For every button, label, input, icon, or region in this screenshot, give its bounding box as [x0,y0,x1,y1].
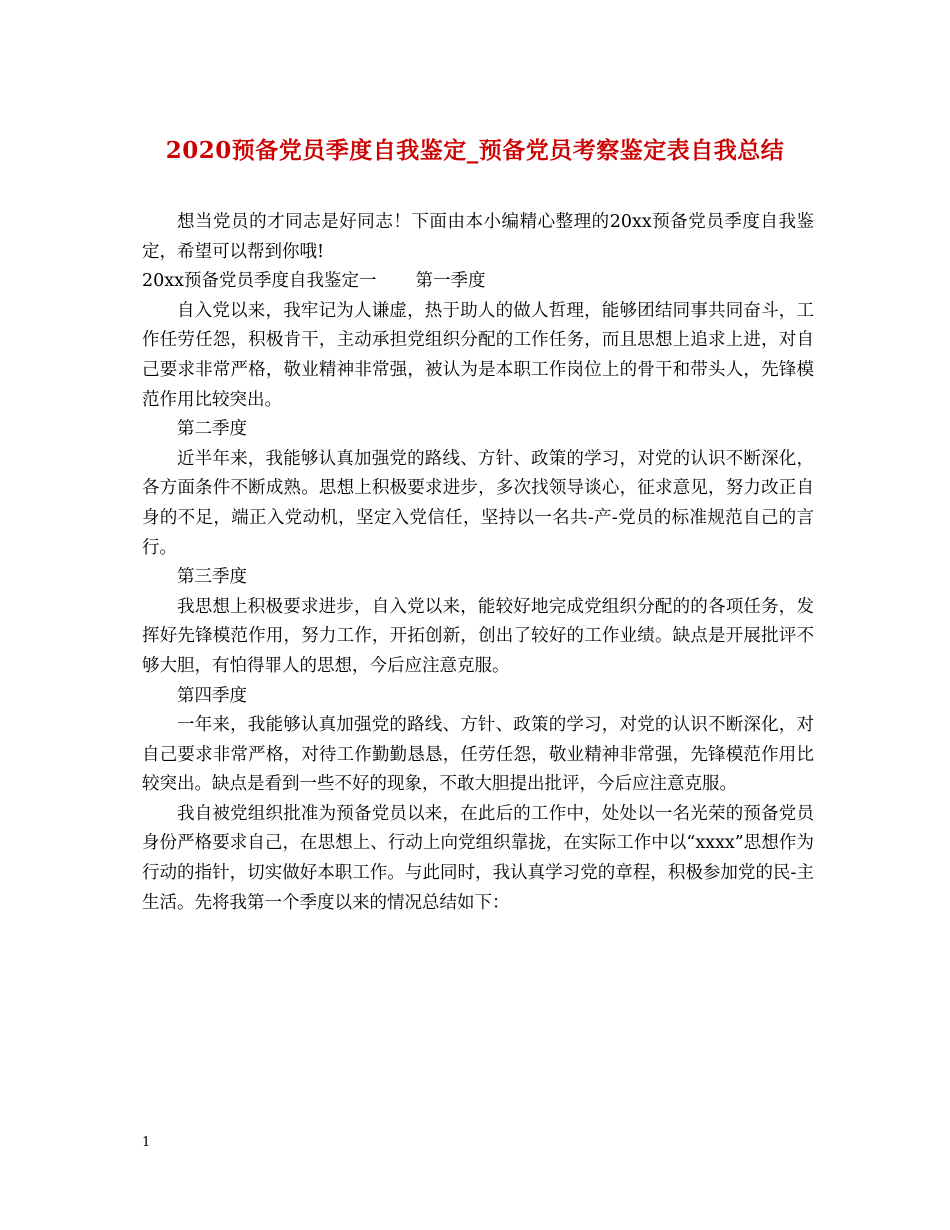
document-title: 2020预备党员季度自我鉴定_预备党员考察鉴定表自我总结 [165,137,785,164]
q1-paragraph: 自入党以来，我牢记为人谦虚，热于助人的做人哲理，能够团结同事共同奋斗，工作任劳任怨，积极肯干，主动承担党组织分配的工作任务，而且思想上追求上进，对自己要求非常严格，敬业精神非常强，被认为是本职工作岗位上的骨干和带头人，先锋模范作用比较突出。 [142,300,814,410]
closing-paragraph: 我自被党组织批准为预备党员以来，在此后的工作中，处处以一名光荣的预备党员身份严格要求自己，在思想上、行动上向党组织靠拢，在实际工作中以“xxxx”思想作为行动的指针，切实做好本职工作。与此同时，我认真学习党的章程，积极参加党的民-主生活。先将我第一个季度以来的情况总结如下： [142,803,814,913]
page-number: 1 [142,1135,151,1150]
q4-heading: 第四季度 [177,685,247,706]
q2-heading: 第二季度 [177,419,247,440]
q1-heading: 第一季度 [415,271,486,292]
q4-paragraph: 一年来，我能够认真加强党的路线、方针、政策的学习，对党的认识不断深化，对自己要求非常严格，对待工作勤勤恳恳，任劳任怨，敬业精神非常强，先锋模范作用比较突出。缺点是看到一些不好的现象，不敢大胆提出批评，今后应注意克服。 [142,715,814,795]
section-heading: 20xx预备党员季度自我鉴定一 [142,271,377,292]
section-heading-gap [377,271,416,291]
q3-paragraph: 我思想上积极要求进步，自入党以来，能较好地完成党组织分配的的各项任务，发挥好先锋模范作用，努力工作，开拓创新，创出了较好的工作业绩。缺点是开展批评不够大胆，有怕得罪人的思想，今后应注意克服。 [142,596,814,676]
intro-paragraph: 想当党员的才同志是好同志！下面由本小编精心整理的20xx预备党员季度自我鉴定，希望可以帮到你哦! [142,212,814,262]
document-body [142,208,814,918]
section-heading-line [142,267,814,297]
q3-heading: 第三季度 [177,567,247,588]
q2-paragraph: 近半年来，我能够认真加强党的路线、方针、政策的学习，对党的认识不断深化，各方面条件不断成熟。思想上积极要求进步，多次找领导谈心，征求意见，努力改正自身的不足，端正入党动机，坚定入党信任，坚持以一名共-产-党员的标准规范自己的言行。 [142,448,814,558]
